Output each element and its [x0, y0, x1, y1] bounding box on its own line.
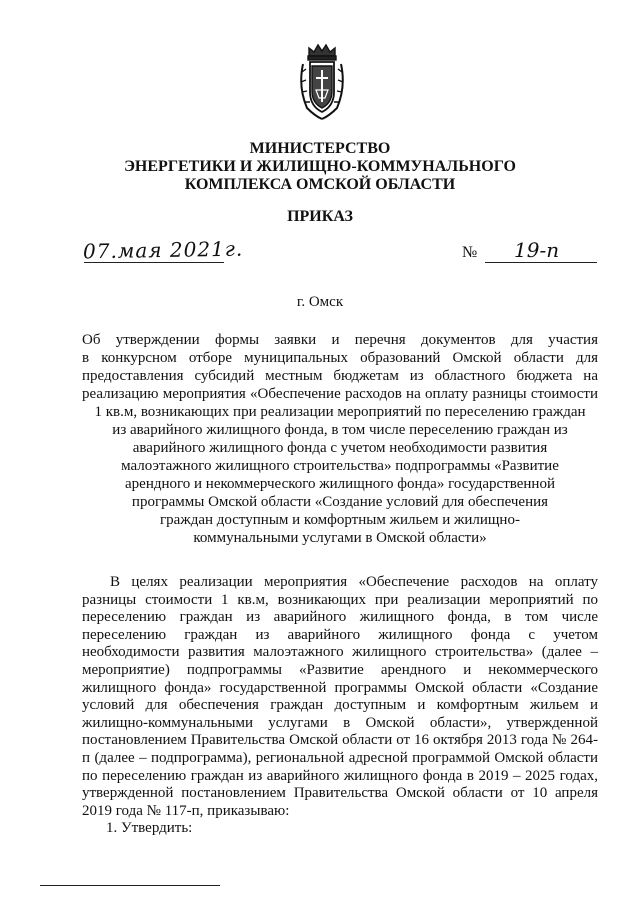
body-line: переселению граждан из аварийного жилищного фонда, в том числе [82, 609, 598, 626]
body-line: необходимости развития малоэтажного жилищного строительства» (далее – [82, 644, 598, 661]
footnote-separator-line [40, 885, 220, 886]
subject-line: аварийного жилищного фонда с учетом необходимости развития [132, 440, 548, 456]
body-line: условий для обеспечения граждан доступным и комфортным жильем и [82, 697, 598, 714]
subject-line: арендного и некоммерческого жилищного фонда» государственной [125, 476, 555, 492]
handwritten-number: 19-п [514, 238, 560, 262]
number-label: № [462, 244, 478, 261]
body-line: жилищно-коммунальными услугами в Омской области», утвержденной [82, 714, 598, 731]
document-type-title: ПРИКАЗ [287, 208, 353, 225]
body-line: переселению граждан из аварийного жилищного фонда с учетом [82, 626, 598, 643]
ministry-line-3: КОМПЛЕКСА ОМСКОЙ ОБЛАСТИ [184, 176, 456, 193]
subject-line: из аварийного жилищного фонда, в том числе переселению граждан из [112, 422, 568, 438]
subject-line: граждан доступным и комфортным жильем и жилищно- [160, 512, 520, 528]
body-line: постановлением Правительства Омской области от 16 октября 2013 года № 264- [82, 732, 598, 749]
body-line: по переселению граждан из аварийного жилищного фонда в 2019 – 2025 годах, [82, 767, 598, 784]
subject-line: 1 кв.м, возникающих при реализации мероприятий по переселению граждан [94, 404, 586, 420]
document-subject [82, 331, 598, 547]
city-name: г. Омск [296, 294, 344, 310]
document-body [82, 574, 598, 838]
body-line: В целях реализации мероприятия «Обеспечение расходов на оплату [110, 574, 598, 590]
subject-line: Об утверждении формы заявки и перечня документов для участия [82, 332, 598, 348]
subject-line: реализацию мероприятия «Обеспечение расходов на оплату разницы стоимости [82, 386, 598, 402]
subject-line: малоэтажного жилищного строительства» подпрограммы «Развитие [121, 458, 559, 474]
subject-line: в конкурсном отборе муниципальных образований Омской области для [82, 350, 598, 366]
ministry-line-1: МИНИСТЕРСТВО [249, 140, 391, 157]
body-line: жилищного фонда» государственной программы Омской области «Создание [82, 679, 598, 696]
body-line: п (далее – подпрограмма), региональной адресной программой Омской области [82, 749, 598, 766]
body-line: 2019 года № 117-п, приказываю: [82, 802, 290, 819]
date-underline [84, 262, 224, 263]
body-line: утвержденной постановлением Правительства Омской области от 10 апреля [82, 785, 598, 802]
subject-line: коммунальными услугами в Омской области» [193, 530, 487, 546]
subject-line: предоставления субсидий местным бюджетам из областного бюджета на [82, 368, 598, 384]
number-underline [485, 262, 597, 263]
body-line: 1. Утвердить: [106, 820, 193, 837]
ministry-heading [0, 140, 640, 194]
ministry-line-2: ЭНЕРГЕТИКИ И ЖИЛИЩНО-КОММУНАЛЬНОГО [124, 158, 516, 175]
subject-line: программы Омской области «Создание условий для обеспечения [131, 494, 549, 510]
omsk-coat-of-arms-emblem [297, 42, 347, 122]
body-line: разницы стоимости 1 кв.м, возникающих при реализации мероприятий по [82, 591, 598, 608]
handwritten-date: 07.мая 2021г. [82, 236, 244, 264]
body-line: мероприятие) подпрограммы «Развитие арендного и некоммерческого [82, 661, 598, 678]
